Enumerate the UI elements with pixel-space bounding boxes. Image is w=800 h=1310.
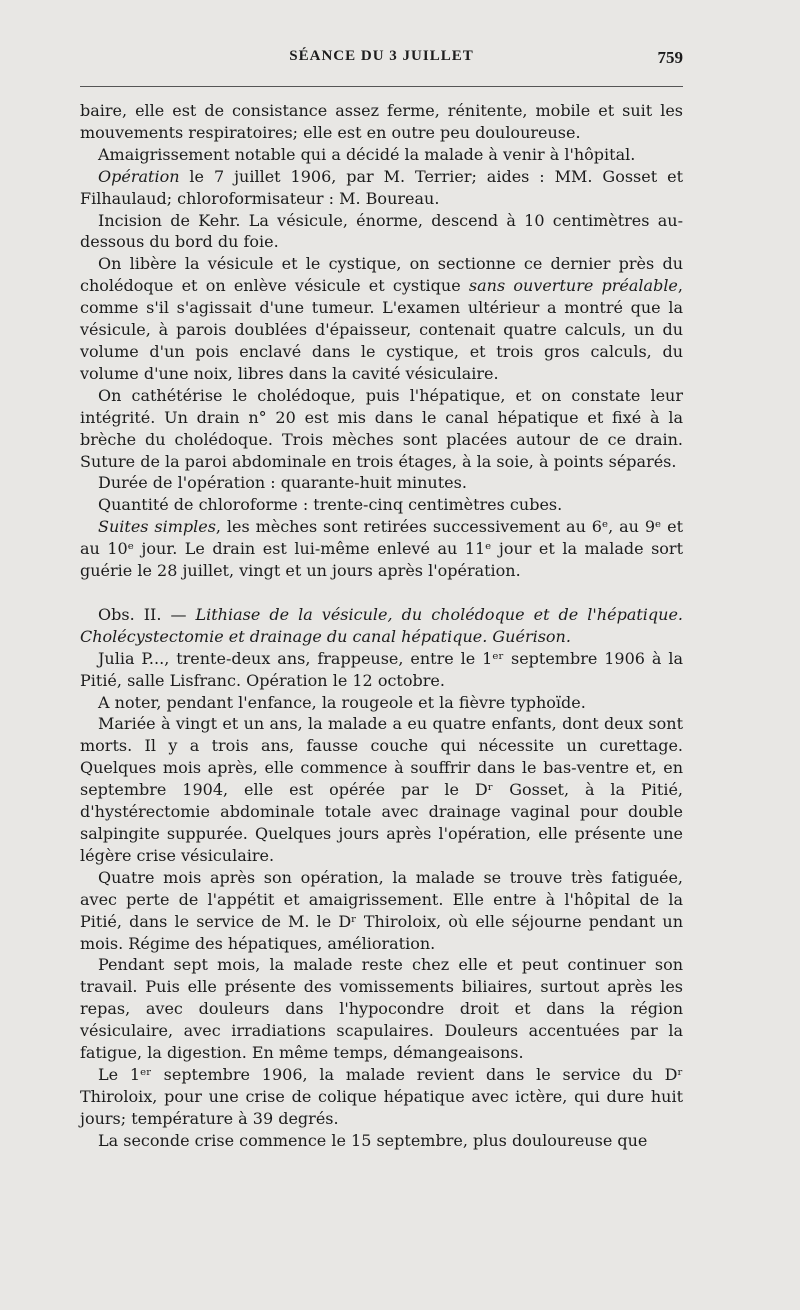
paragraph: Opération le 7 juillet 1906, par M. Terrier; aides : MM. Gosset et Filhaulaud; chloroformisateur : M. Boureau. xyxy=(80,166,683,208)
paragraph: Mariée à vingt et un ans, la malade a eu quatre enfants, dont deux sont morts. Il y a trois ans, fausse couche qui nécessite un curettage. Quelques mois après, elle commence à souffrir dans le bas-ventre et, en septembre 1904, elle est opérée par le Dʳ Gosset, à la Pitié, d'hystérectomie abdominale totale avec drainage vaginal pour double salpingite suppurée. Quelques jours après l'opération, elle présente une légère crise vésiculaire. xyxy=(80,714,683,865)
paragraph: La seconde crise commence le 15 septembre, plus douloureuse que xyxy=(98,1130,648,1150)
paragraph: Durée de l'opération : quarante-huit minutes. xyxy=(98,473,467,493)
paragraph: A noter, pendant l'enfance, la rougeole et la fièvre typhoïde. xyxy=(98,692,586,712)
running-head: SÉANCE DU 3 JUILLET xyxy=(289,48,474,64)
paragraph: Amaigrissement notable qui a décidé la malade à venir à l'hôpital. xyxy=(98,144,636,164)
paragraph: On cathétérise le cholédoque, puis l'hépatique, et on constate leur intégrité. Un drain n° 20 est mis dans le canal hépatique et fixé à la brèche du cholédoque. Trois mèches sont placées autour de ce drain. Suture de la paroi abdominale en trois étages, à la soie, à points séparés. xyxy=(80,385,683,471)
observation-heading: Obs. II. — Lithiase de la vésicule, du cholédoque et de l'hépatique. Cholécystectomie et drainage du canal hépatique. Guérison. xyxy=(80,604,684,646)
paragraph: On libère la vésicule et le cystique, on sectionne ce dernier près du cholédoque et on enlève vésicule et cystique sans ouverture préalable, comme s'il s'agissait d'une tumeur. L'examen ultérieur a montré que la vésicule, à parois doublées d'épaisseur, contenait quatre calculs, un du volume d'un pois enclavé dans le cystique, et trois gros calculs, du volume d'une noix, libres dans la cavité vésiculaire. xyxy=(80,254,683,383)
paragraph: Quatre mois après son opération, la malade se trouve très fatiguée, avec perte de l'appétit et amaigrissement. Elle entre à l'hôpital de la Pitié, dans le service de M. le Dʳ Thiroloix, où elle séjourne pendant un mois. Régime des hépatiques, amélioration. xyxy=(80,867,683,953)
paragraph: Incision de Kehr. La vésicule, énorme, descend à 10 centimètres au-dessous du bord du foie. xyxy=(80,210,683,252)
body-text xyxy=(80,100,683,1152)
page-number: 759 xyxy=(657,48,683,67)
paragraph: Julia P..., trente-deux ans, frappeuse, entre le 1ᵉʳ septembre 1906 à la Pitié, salle Lisfranc. Opération le 12 octobre. xyxy=(80,648,683,690)
paragraph: baire, elle est de consistance assez ferme, rénitente, mobile et suit les mouvements respiratoires; elle est en outre peu douloureuse. xyxy=(80,101,683,142)
paragraph: Suites simples, les mèches sont retirées successivement au 6ᵉ, au 9ᵉ et au 10ᵉ jour. Le drain est lui-même enlevé au 11ᵉ jour et la malade sort guérie le 28 juillet, vingt et un jours après l'opération. xyxy=(80,517,683,581)
paragraph: Le 1ᵉʳ septembre 1906, la malade revient dans le service du Dʳ Thiroloix, pour une crise de colique hépatique avec ictère, qui dure huit jours; température à 39 degrés. xyxy=(80,1064,683,1128)
paragraph: Quantité de chloroforme : trente-cinq centimètres cubes. xyxy=(98,495,563,515)
paragraph: Pendant sept mois, la malade reste chez elle et peut continuer son travail. Puis elle présente des vomissements biliaires, surtout après les repas, avec douleurs dans l'hypocondre droit et dans la région vésiculaire, avec irradiations scapulaires. Douleurs accentuées par la fatigue, la digestion. En même temps, démangeaisons. xyxy=(80,955,683,1063)
page-header xyxy=(80,48,683,74)
header-rule xyxy=(80,86,683,87)
